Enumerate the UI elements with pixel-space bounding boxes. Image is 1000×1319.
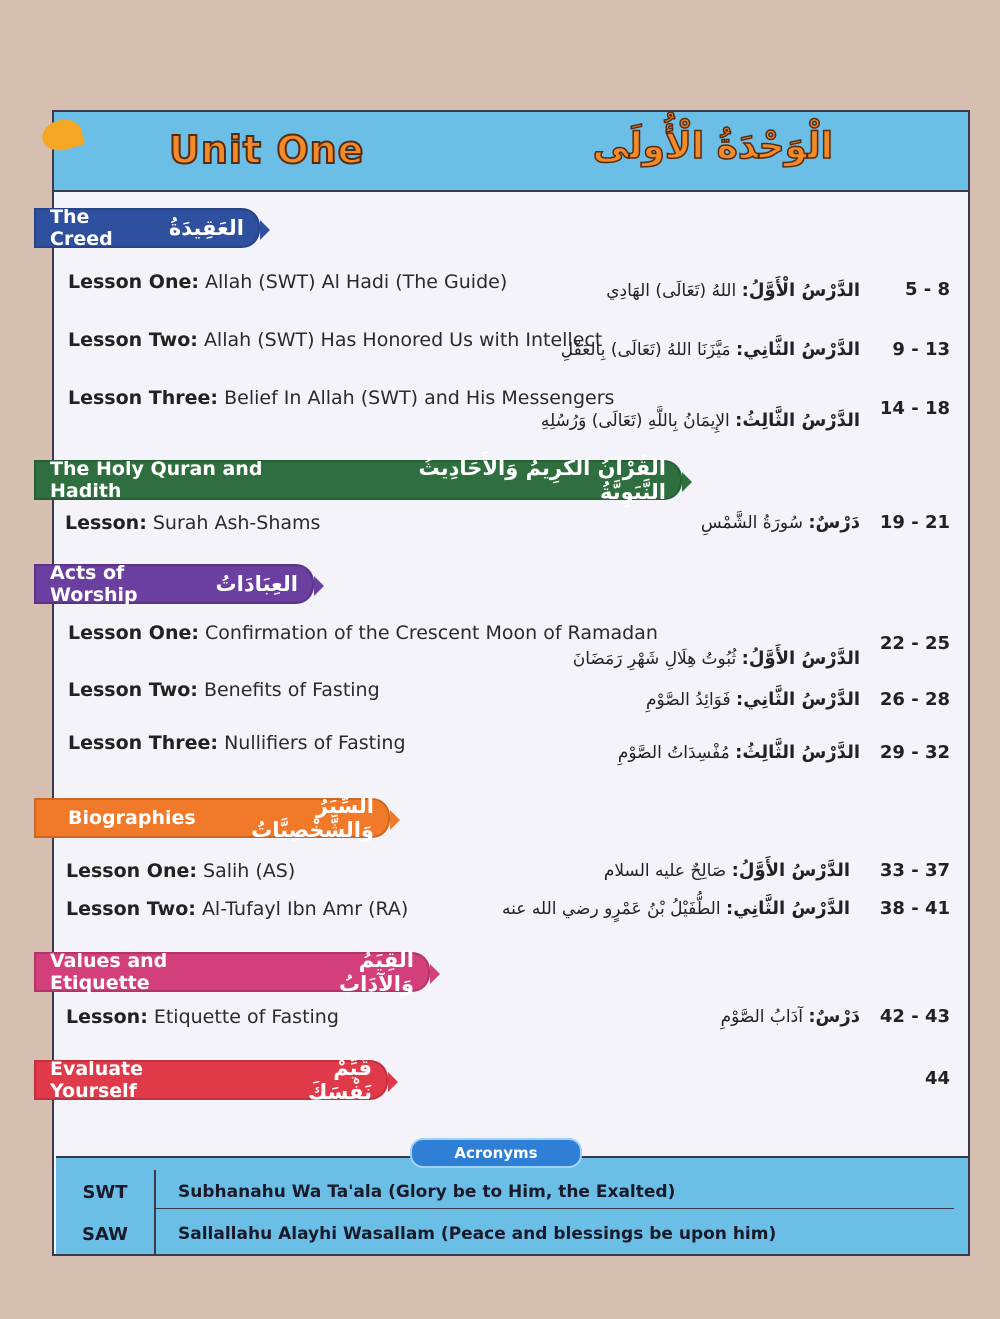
acronym-row — [56, 1212, 968, 1256]
lesson-ar: الدَّرْسُ الأَوَّلُ: ثُبُوتُ هِلَالِ شَهْرِ رَمَضَانَ — [572, 648, 860, 669]
lesson-ar: الدَّرْسُ الثَّانِي: فَوَائِدُ الصَّوْمِ — [645, 689, 860, 710]
acronym-key: SWT — [56, 1170, 156, 1214]
ribbon-arrow-icon — [388, 1072, 398, 1092]
lesson-ar: دَرْسٌ: سُورَةُ الشَّمْسِ — [700, 512, 860, 533]
lesson-en: Lesson Two: Allah (SWT) Has Honored Us with Intellect — [68, 329, 603, 351]
section-title-en: The Holy Quran and Hadith — [50, 458, 263, 502]
page-range: 26 - 28 — [879, 689, 950, 710]
section-title-ar: العِبَادَاتُ — [215, 572, 298, 596]
star-decoration-icon — [39, 115, 85, 154]
section-title-ar: القُرْآنُ الكَرِيمُ وَالأَحَادِيثُ النَّبَوِيَّةُ — [418, 456, 666, 504]
acronym-key: SAW — [56, 1212, 156, 1256]
page-range: 29 - 32 — [879, 742, 950, 763]
unit-title-en: Unit One — [169, 128, 365, 172]
section-ribbon-worship — [34, 564, 314, 604]
page-range: 38 - 41 — [879, 898, 950, 919]
lesson-en: Lesson: Etiquette of Fasting — [66, 1006, 339, 1028]
lesson-ar: الدَّرْسُ الثَّانِي: مَيَّزَنَا اللهُ (تَعَالَى) بِالعَقْلِ — [560, 339, 860, 360]
page-range: 42 - 43 — [879, 1006, 950, 1027]
lesson-en: Lesson: Surah Ash-Shams — [65, 512, 321, 534]
ribbon-arrow-icon — [314, 576, 324, 596]
lesson-ar: الدَّرْسُ الأَوَّلُ: صَالِحٌ عليه السلام — [603, 860, 850, 881]
section-title-en: The Creed — [50, 206, 113, 250]
unit-header — [54, 112, 968, 192]
lesson-en: Lesson One: Salih (AS) — [66, 860, 296, 882]
table-divider — [154, 1208, 954, 1209]
page-range: 14 - 18 — [879, 398, 950, 419]
section-title-ar: السِّيَرُ وَالشَّخْصِيَّاتُ — [251, 794, 374, 842]
lesson-ar: الدَّرْسُ الثَّالِثُ: الإِيمَانُ بِاللَّهِ (تَعَالَى) وَرُسُلِهِ — [540, 410, 860, 431]
lesson-en: Lesson Three: Belief In Allah (SWT) and His Messengers — [68, 387, 615, 409]
section-ribbon-quran — [34, 456, 682, 504]
acronyms-table — [56, 1156, 968, 1254]
section-title-en: Biographies — [68, 807, 196, 829]
section-ribbon-creed — [34, 208, 260, 248]
lesson-en: Lesson One: Confirmation of the Crescent Moon of Ramadan — [68, 622, 658, 644]
page-range: 44 — [924, 1068, 950, 1089]
lesson-en: Lesson Two: Al-Tufayl Ibn Amr (RA) — [66, 898, 409, 920]
page-range: 9 - 13 — [892, 339, 950, 360]
lesson-ar: الدَّرْسُ الْأَوَّلُ: اللهُ (تَعَالَى) الهَادِي — [606, 280, 860, 301]
lesson-ar: الدَّرْسُ الثَّانِي: الطُّفَيْلُ بْنُ عَمْرٍو رضي الله عنه — [502, 898, 850, 919]
section-ribbon-biographies — [34, 794, 390, 842]
page-range: 33 - 37 — [879, 860, 950, 881]
acronyms-badge: Acronyms — [410, 1138, 582, 1168]
section-title-en: Evaluate Yourself — [50, 1058, 144, 1102]
page-range: 22 - 25 — [879, 633, 950, 654]
lesson-en: Lesson One: Allah (SWT) Al Hadi (The Guide) — [68, 271, 508, 293]
section-title-ar: قَيِّمْ نَفْسَكَ — [308, 1056, 372, 1104]
page-range: 19 - 21 — [879, 512, 950, 533]
unit-title-ar: الْوَحْدَةُ الْأُولَى — [592, 126, 833, 167]
ribbon-arrow-icon — [682, 472, 692, 492]
lesson-en: Lesson Two: Benefits of Fasting — [68, 679, 380, 701]
lesson-en: Lesson Three: Nullifiers of Fasting — [68, 732, 406, 754]
section-ribbon-evaluate — [34, 1056, 388, 1104]
section-title-ar: العَقِيدَةُ — [168, 216, 244, 240]
ribbon-arrow-icon — [390, 810, 400, 830]
section-title-ar: القِيَمُ وَالآدَابُ — [339, 948, 414, 996]
acronym-value: Sallallahu Alayhi Wasallam (Peace and blessings be upon him) — [178, 1224, 777, 1244]
lesson-ar: الدَّرْسُ الثَّالِثُ: مُفْسِدَاتُ الصَّوْمِ — [617, 742, 860, 763]
page-range: 5 - 8 — [904, 279, 950, 300]
acronym-value: Subhanahu Wa Ta'ala (Glory be to Him, the Exalted) — [178, 1182, 676, 1202]
ribbon-arrow-icon — [260, 220, 270, 240]
section-title-en: Values and Etiquette — [50, 950, 168, 994]
section-ribbon-values — [34, 948, 430, 996]
ribbon-arrow-icon — [430, 964, 440, 984]
section-title-en: Acts of Worship — [50, 562, 138, 606]
lesson-ar: دَرْسٌ: آدَابُ الصَّوْمِ — [720, 1006, 860, 1027]
